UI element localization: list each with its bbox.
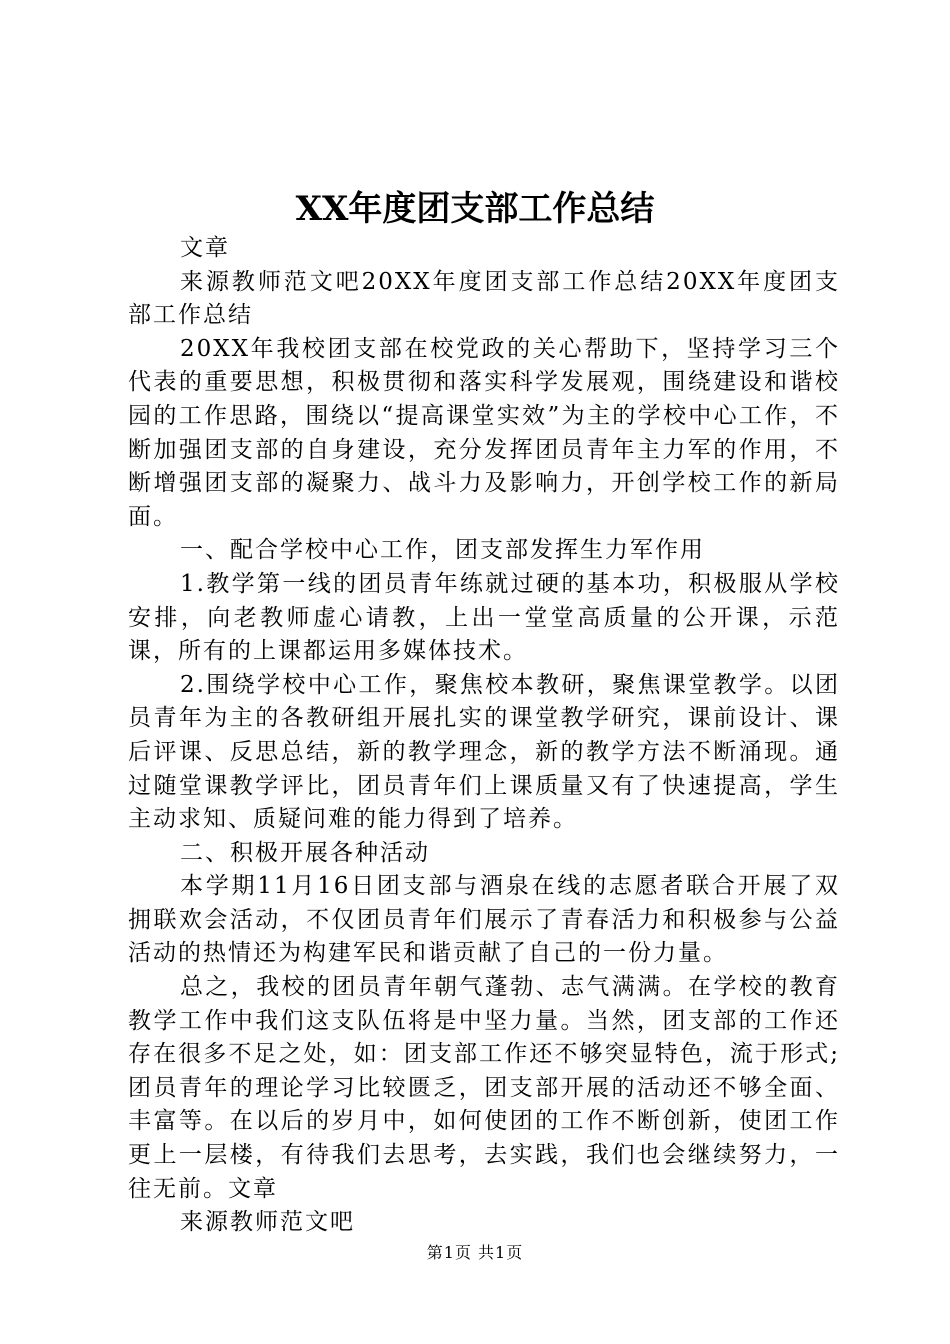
paragraph-source: 来源教师范文吧: [180, 1209, 355, 1236]
document-title: XX年度团支部工作总结: [295, 189, 655, 229]
paragraph-summary: 总之，我校的团员青年朝气蓬勃、志气满满。在学校的教育教学工作中我们这支队伍将是中坚力量。当然，团支部的工作还存在很多不足之处，如：团支部工作还不够突显特色，流于形式;团员青年的理论学习比较匮乏，团支部开展的活动还不够全面、丰富等。在以后的岁月中，如何使团的工作不断创新，使团工作更上一层楼，有待我们去思考，去实践，我们也会继续努力，一往无前。文章: [128, 974, 840, 1202]
section-heading-2: 二、积极开展各种活动: [180, 839, 430, 866]
paragraph-activity: 本学期11月16日团支部与酒泉在线的志愿者联合开展了双拥联欢会活动，不仅团员青年们展示了青春活力和积极参与公益活动的热情还为构建军民和谐贡献了自己的一份力量。: [128, 873, 840, 967]
paragraph-intro: 20XX年我校团支部在校党政的关心帮助下，坚持学习三个代表的重要思想，积极贯彻和落实科学发展观，围绕建设和谐校园的工作思路，围绕以“提高课堂实效”为主的学校中心工作，不断加强团支部的自身建设，充分发挥团员青年主力军的作用，不断增强团支部的凝聚力、战斗力及影响力，开创学校工作的新局面。: [128, 335, 840, 530]
section-heading-1: 一、配合学校中心工作，团支部发挥生力军作用: [180, 537, 705, 564]
document-body: [128, 232, 840, 1240]
paragraph-source-title: 来源教师范文吧20XX年度团支部工作总结20XX年度团支部工作总结: [128, 268, 840, 329]
paragraph-item-2: 2.围绕学校中心工作，聚焦校本教研，聚焦课堂教学。以团员青年为主的各教研组开展扎实的课堂教学研究，课前设计、课后评课、反思总结，新的教学理念，新的教学方法不断涌现。通过随堂课教学评比，团员青年们上课质量又有了快速提高，学生主动求知、质疑问难的能力得到了培养。: [128, 671, 840, 833]
paragraph-article-label: 文章: [180, 235, 230, 261]
page-footer: 第1页 共1页: [426, 1243, 524, 1262]
paragraph-item-1: 1.教学第一线的团员青年练就过硬的基本功，积极服从学校安排，向老教师虚心请教，上出一堂堂高质量的公开课，示范课，所有的上课都运用多媒体技术。: [128, 570, 840, 665]
